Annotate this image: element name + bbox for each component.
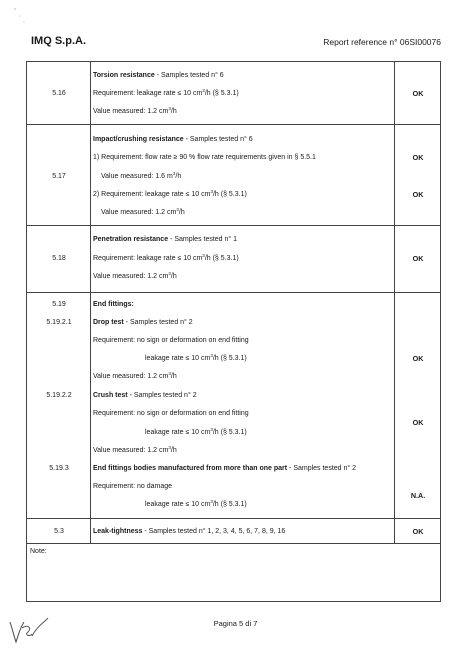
- report-reference: Report reference n° 06SI00076: [323, 37, 441, 47]
- clause-number: 5.16: [52, 90, 66, 97]
- result-ok: OK: [412, 190, 424, 199]
- note-label: Note:: [30, 548, 47, 555]
- clause-number: 5.17: [52, 173, 66, 180]
- test-heading: Crush test - Samples tested n° 2: [93, 392, 197, 399]
- value-measured: Value measured: 1.2 $cm^3/h$: [93, 271, 177, 280]
- value-measured: Value measured: 1.2 $cm^3/h$: [101, 207, 185, 216]
- clause-number: 5.19.2.1: [46, 319, 72, 326]
- result-ok: OK: [412, 89, 424, 98]
- requirement: leakage rate ≤ 10 $cm^3/h$ (§ 5.3.1): [145, 499, 247, 508]
- test-heading: Penetration resistance - Samples tested n° 1: [93, 236, 238, 243]
- handwritten-initials-signature: [8, 614, 50, 648]
- company-name: IMQ S.p.A.: [31, 35, 86, 47]
- value-measured: Value measured: 1.2 $cm^3/h$: [93, 371, 177, 380]
- section-heading: End fittings:: [93, 301, 134, 308]
- result-ok: OK: [412, 153, 424, 162]
- clause-number: 5.19: [52, 301, 66, 308]
- scan-specks: [12, 6, 32, 26]
- test-heading: Leak-tightness - Samples tested n° 1, 2, 3, 4, 5, 6, 7, 8, 9, 16: [93, 528, 286, 535]
- value-measured: Value measured: 1.6 $m^3/h$: [101, 171, 182, 180]
- value-measured: Value measured: 1.2 $cm^3/h$: [93, 106, 177, 115]
- row-divider: [27, 124, 440, 125]
- clause-number: 5.18: [52, 255, 66, 262]
- row-divider: [27, 225, 440, 226]
- clause-number: 5.19.2.2: [46, 392, 72, 399]
- test-heading: End fittings bodies manufactured from more than one part - Samples tested n° 2: [93, 465, 357, 472]
- row-divider: [27, 292, 440, 293]
- page-number: Pagina 5 di 7: [213, 619, 258, 628]
- row-divider: [27, 518, 440, 519]
- row-divider: [27, 543, 440, 544]
- clause-number: 5.19.3: [49, 465, 69, 472]
- result-ok: OK: [412, 527, 424, 536]
- requirement: Requirement: no damage: [93, 483, 172, 490]
- result-ok: OK: [412, 254, 424, 263]
- value-measured: Value measured: 1.2 $cm^3/h$: [93, 445, 177, 454]
- requirement: Requirement: no sign or deformation on end fitting: [93, 410, 249, 417]
- test-heading: Torsion resistance - Samples tested n° 6: [93, 72, 224, 79]
- clause-number: 5.3: [54, 528, 64, 535]
- requirement: 1) Requirement: flow rate ≥ 90 % flow rate requirements given in § 5.5.1: [93, 154, 316, 161]
- result-na: N.A.: [410, 491, 426, 500]
- column-divider: [394, 62, 395, 543]
- requirement: 2) Requirement: leakage rate ≤ 10 $cm^3/h$ (§ 5.3.1): [93, 189, 247, 198]
- requirement: Requirement: leakage rate ≤ 10 $cm^3/h$ (§ 5.3.1): [93, 88, 239, 97]
- test-heading: Impact/crushing resistance - Samples tested n° 6: [93, 136, 253, 143]
- test-heading: Drop test - Samples tested n° 2: [93, 319, 193, 326]
- result-ok: OK: [412, 418, 424, 427]
- requirement: Requirement: no sign or deformation on end fitting: [93, 337, 249, 344]
- requirement: leakage rate ≤ 10 $cm^3/h$ (§ 5.3.1): [145, 353, 247, 362]
- results-table: [26, 61, 441, 602]
- requirement: Requirement: leakage rate ≤ 10 $cm^3/h$ (§ 5.3.1): [93, 253, 239, 262]
- requirement: leakage rate ≤ 10 $cm^3/h$ (§ 5.3.1): [145, 427, 247, 436]
- result-ok: OK: [412, 354, 424, 363]
